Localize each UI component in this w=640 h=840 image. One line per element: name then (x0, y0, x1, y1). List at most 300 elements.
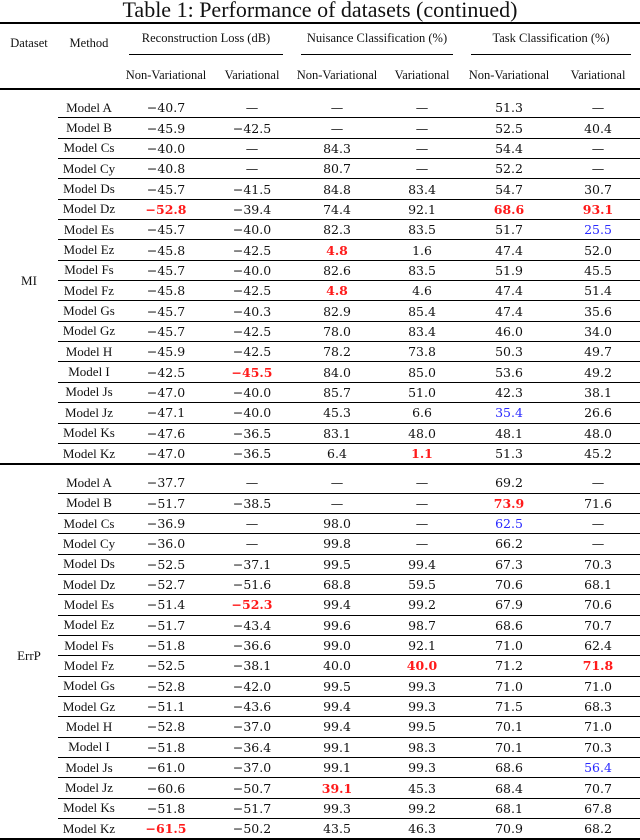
value-cell: 70.3 (556, 737, 640, 757)
method-cell: Model Fs (58, 260, 120, 280)
value-cell: −52.3 (212, 595, 292, 615)
method-cell: Model H (58, 717, 120, 737)
value-cell: 99.1 (292, 737, 382, 757)
subheader: Variational (224, 67, 280, 82)
value-cell: 48.0 (556, 423, 640, 443)
table-row (0, 321, 640, 341)
table-row (0, 696, 640, 716)
table-row (0, 798, 640, 818)
header-nuisance-classification (292, 23, 462, 62)
value-cell: 93.1 (556, 199, 640, 219)
value-cell: 39.1 (292, 778, 382, 798)
method-cell: Model Es (58, 595, 120, 615)
value-cell: 70.9 (462, 819, 556, 840)
method-cell: Model Ds (58, 179, 120, 199)
value-cell: — (382, 118, 462, 138)
method-cell: Model Es (58, 220, 120, 240)
value-cell: 99.2 (382, 595, 462, 615)
table-row (0, 98, 640, 118)
value-cell: 62.5 (462, 513, 556, 533)
subheader: Non-Variational (125, 67, 207, 82)
value-cell: 99.6 (292, 615, 382, 635)
value-cell: — (556, 513, 640, 533)
dataset-label: MI (0, 98, 58, 464)
method-cell: Model I (58, 737, 120, 757)
value-cell: 70.6 (462, 574, 556, 594)
value-cell: 98.7 (382, 615, 462, 635)
dataset-label: ErrP (0, 473, 58, 839)
value-cell: 68.6 (462, 199, 556, 219)
value-cell: 38.1 (556, 382, 640, 402)
value-cell: −47.6 (120, 423, 212, 443)
value-cell: −36.4 (212, 737, 292, 757)
value-cell: −51.7 (212, 798, 292, 818)
value-cell: 82.9 (292, 301, 382, 321)
value-cell: 68.1 (462, 798, 556, 818)
table-row (0, 199, 640, 219)
value-cell: 51.3 (462, 443, 556, 464)
subheader: Non-Variational (296, 67, 378, 82)
value-cell: — (591, 475, 605, 491)
method-cell: Model B (58, 118, 120, 138)
header-empty (0, 62, 58, 89)
method-cell: Model I (58, 362, 120, 382)
method-cell: Model Cy (58, 534, 120, 554)
value-cell: −45.8 (120, 281, 212, 301)
value-cell: 83.4 (382, 179, 462, 199)
value-cell: 49.2 (556, 362, 640, 382)
value-cell: 45.3 (382, 778, 462, 798)
table-row (0, 758, 640, 778)
table-row (0, 819, 640, 840)
value-cell: −60.6 (120, 778, 212, 798)
value-cell: 48.0 (382, 423, 462, 443)
table-row (0, 443, 640, 464)
value-cell: 47.4 (462, 281, 556, 301)
method-cell: Model Gz (58, 696, 120, 716)
value-cell: −40.0 (120, 138, 212, 158)
value-cell: −45.7 (120, 179, 212, 199)
value-cell: −51.8 (120, 635, 212, 655)
method-cell: Model Jz (58, 403, 120, 423)
value-cell: −50.7 (212, 778, 292, 798)
value-cell: 43.5 (292, 819, 382, 840)
value-cell: −52.8 (120, 199, 212, 219)
value-cell: 78.0 (292, 321, 382, 341)
value-cell: 68.1 (556, 574, 640, 594)
value-cell: −36.9 (120, 513, 212, 533)
group-spacer (0, 89, 640, 98)
value-cell: −40.0 (212, 403, 292, 423)
table-row (0, 220, 640, 240)
performance-table (0, 22, 640, 840)
value-cell: 52.0 (556, 240, 640, 260)
subheader: Non-Variational (468, 67, 550, 82)
value-cell: — (556, 534, 640, 554)
value-cell: 6.4 (292, 443, 382, 464)
value-cell: 73.9 (462, 493, 556, 513)
value-cell: −37.0 (212, 717, 292, 737)
table-row (0, 403, 640, 423)
value-cell: 99.4 (292, 595, 382, 615)
value-cell: 71.5 (462, 696, 556, 716)
value-cell: — (212, 513, 292, 533)
value-cell: 25.5 (556, 220, 640, 240)
method-cell: Model Kz (58, 443, 120, 464)
method-cell: Model Fz (58, 281, 120, 301)
value-cell: −51.7 (120, 615, 212, 635)
value-cell: −47.0 (120, 443, 212, 464)
method-cell: Model B (58, 493, 120, 513)
value-cell: 99.8 (292, 534, 382, 554)
method-cell: Model Cs (58, 138, 120, 158)
value-cell: — (212, 159, 292, 179)
table-row (0, 737, 640, 757)
value-cell: −45.7 (120, 301, 212, 321)
value-cell: 1.6 (382, 240, 462, 260)
value-cell: 59.5 (382, 574, 462, 594)
table-row (0, 281, 640, 301)
value-cell: 69.2 (495, 475, 523, 491)
value-cell: −50.2 (212, 819, 292, 840)
value-cell: 99.4 (292, 696, 382, 716)
header-group-label: Nuisance Classification (%) (301, 31, 453, 55)
value-cell: −43.6 (212, 696, 292, 716)
value-cell: −40.3 (212, 301, 292, 321)
value-cell: — (382, 493, 462, 513)
value-cell: −38.5 (212, 493, 292, 513)
table-row (0, 595, 640, 615)
value-cell: −51.4 (120, 595, 212, 615)
value-cell: 99.5 (292, 554, 382, 574)
value-cell: 45.2 (556, 443, 640, 464)
value-cell: 35.4 (462, 403, 556, 423)
value-cell: 83.1 (292, 423, 382, 443)
table-row (0, 574, 640, 594)
value-cell: 71.2 (462, 656, 556, 676)
value-cell: — (382, 138, 462, 158)
value-cell: −51.8 (120, 798, 212, 818)
value-cell: 67.9 (462, 595, 556, 615)
method-cell: Model Gs (58, 301, 120, 321)
value-cell: 46.0 (462, 321, 556, 341)
value-cell: 46.3 (382, 819, 462, 840)
value-cell: −45.7 (120, 220, 212, 240)
method-cell: Model Js (58, 382, 120, 402)
value-cell: 35.6 (556, 301, 640, 321)
value-cell: 85.0 (382, 362, 462, 382)
value-cell: 40.4 (556, 118, 640, 138)
value-cell: −52.5 (120, 656, 212, 676)
value-cell: −42.5 (120, 362, 212, 382)
value-cell: −45.7 (120, 321, 212, 341)
value-cell: 56.4 (556, 758, 640, 778)
table-body (0, 89, 640, 839)
value-cell: −37.1 (212, 554, 292, 574)
value-cell: — (415, 100, 429, 116)
method-cell: Model Ks (58, 423, 120, 443)
table-row (0, 717, 640, 737)
value-cell: 68.8 (292, 574, 382, 594)
header-task-classification (462, 23, 640, 62)
value-cell: −42.5 (212, 118, 292, 138)
value-cell: −52.5 (120, 554, 212, 574)
value-cell: −52.8 (120, 676, 212, 696)
value-cell: 51.7 (462, 220, 556, 240)
value-cell: — (292, 118, 382, 138)
table-row (0, 534, 640, 554)
table-row (0, 615, 640, 635)
value-cell: 40.0 (382, 656, 462, 676)
value-cell: 62.4 (556, 635, 640, 655)
value-cell: 73.8 (382, 342, 462, 362)
value-cell: −38.1 (212, 656, 292, 676)
value-cell: 6.6 (382, 403, 462, 423)
value-cell: — (245, 100, 259, 116)
header-reconstruction-loss (120, 23, 292, 62)
method-cell: Model Dz (58, 199, 120, 219)
method-cell: Model Js (58, 758, 120, 778)
value-cell: 98.0 (292, 513, 382, 533)
value-cell: −40.0 (212, 260, 292, 280)
value-cell: 82.6 (292, 260, 382, 280)
value-cell: −40.0 (212, 220, 292, 240)
value-cell: 99.3 (382, 758, 462, 778)
value-cell: −51.7 (120, 493, 212, 513)
value-cell: 68.3 (556, 696, 640, 716)
value-cell: 68.4 (462, 778, 556, 798)
table-row (0, 493, 640, 513)
value-cell: 70.3 (556, 554, 640, 574)
value-cell: — (382, 159, 462, 179)
value-cell: 45.5 (556, 260, 640, 280)
method-cell: Model Fz (58, 656, 120, 676)
value-cell: −40.0 (212, 382, 292, 402)
value-cell: 78.2 (292, 342, 382, 362)
value-cell: −43.4 (212, 615, 292, 635)
value-cell: 50.3 (462, 342, 556, 362)
value-cell: 51.9 (462, 260, 556, 280)
value-cell: 51.0 (382, 382, 462, 402)
value-cell: −47.1 (120, 403, 212, 423)
method-cell: Model Ez (58, 240, 120, 260)
value-cell: — (591, 100, 605, 116)
value-cell: −45.5 (212, 362, 292, 382)
group-spacer (0, 464, 640, 473)
table-row (0, 179, 640, 199)
value-cell: −45.8 (120, 240, 212, 260)
value-cell: 51.3 (495, 100, 523, 116)
method-cell: Model H (58, 342, 120, 362)
table-row (0, 778, 640, 798)
table-row (0, 118, 640, 138)
value-cell: −37.7 (146, 475, 186, 491)
value-cell: −45.7 (120, 260, 212, 280)
value-cell: 30.7 (556, 179, 640, 199)
value-cell: — (382, 534, 462, 554)
value-cell: 54.4 (462, 138, 556, 158)
value-cell: 47.4 (462, 301, 556, 321)
value-cell: 71.0 (462, 676, 556, 696)
value-cell: 67.8 (556, 798, 640, 818)
method-cell: Model A (66, 99, 112, 115)
method-cell: Model Ez (58, 615, 120, 635)
method-cell: Model Gs (58, 676, 120, 696)
value-cell: 67.3 (462, 554, 556, 574)
value-cell: — (556, 159, 640, 179)
value-cell: 83.5 (382, 260, 462, 280)
value-cell: 99.5 (382, 717, 462, 737)
value-cell: 99.4 (292, 717, 382, 737)
value-cell: — (330, 475, 344, 491)
value-cell: −42.0 (212, 676, 292, 696)
value-cell: 40.0 (292, 656, 382, 676)
value-cell: 68.6 (462, 758, 556, 778)
value-cell: 26.6 (556, 403, 640, 423)
value-cell: 70.6 (556, 595, 640, 615)
subheader: Variational (570, 67, 626, 82)
table-row (0, 656, 640, 676)
value-cell: 49.7 (556, 342, 640, 362)
value-cell: 83.5 (382, 220, 462, 240)
value-cell: 52.5 (462, 118, 556, 138)
value-cell: −36.0 (120, 534, 212, 554)
table-row (0, 513, 640, 533)
table-row (0, 362, 640, 382)
value-cell: −40.8 (120, 159, 212, 179)
method-cell: Model Kz (58, 819, 120, 840)
value-cell: 92.1 (382, 635, 462, 655)
value-cell: — (382, 513, 462, 533)
value-cell: −42.5 (212, 342, 292, 362)
method-cell: Model Cy (58, 159, 120, 179)
value-cell: 99.2 (382, 798, 462, 818)
value-cell: −36.5 (212, 443, 292, 464)
value-cell: 84.3 (292, 138, 382, 158)
value-cell: 71.0 (556, 676, 640, 696)
value-cell: 82.3 (292, 220, 382, 240)
table-row (0, 473, 640, 493)
table-row (0, 676, 640, 696)
value-cell: 4.8 (292, 281, 382, 301)
table-row (0, 301, 640, 321)
value-cell: — (415, 475, 429, 491)
method-cell: Model Gz (58, 321, 120, 341)
value-cell: −36.5 (212, 423, 292, 443)
value-cell: 85.7 (292, 382, 382, 402)
value-cell: 47.4 (462, 240, 556, 260)
method-cell: Model Ds (58, 554, 120, 574)
table-row (0, 382, 640, 402)
value-cell: 70.7 (556, 615, 640, 635)
value-cell: 99.1 (292, 758, 382, 778)
table-caption: Table 1: Performance of datasets (continued) (122, 0, 518, 22)
value-cell: 34.0 (556, 321, 640, 341)
value-cell: 48.1 (462, 423, 556, 443)
header-empty (58, 62, 120, 89)
value-cell: — (212, 534, 292, 554)
value-cell: −36.6 (212, 635, 292, 655)
value-cell: 71.0 (556, 717, 640, 737)
value-cell: 53.6 (462, 362, 556, 382)
value-cell: −41.5 (212, 179, 292, 199)
value-cell: — (556, 138, 640, 158)
value-cell: −51.6 (212, 574, 292, 594)
method-cell: Model Fs (58, 635, 120, 655)
method-cell: Model Jz (58, 778, 120, 798)
method-cell: Model A (66, 474, 112, 490)
value-cell: 45.3 (292, 403, 382, 423)
value-cell: 84.8 (292, 179, 382, 199)
header-group-label: Reconstruction Loss (dB) (129, 31, 283, 55)
value-cell: −61.0 (120, 758, 212, 778)
value-cell: −42.5 (212, 240, 292, 260)
value-cell: — (212, 138, 292, 158)
value-cell: −45.9 (120, 118, 212, 138)
header-group-label: Task Classification (%) (471, 31, 631, 55)
value-cell: 85.4 (382, 301, 462, 321)
method-cell: Model Cs (58, 513, 120, 533)
value-cell: 71.6 (556, 493, 640, 513)
value-cell: 68.2 (556, 819, 640, 840)
value-cell: 4.6 (382, 281, 462, 301)
value-cell: 51.4 (556, 281, 640, 301)
value-cell: 42.3 (462, 382, 556, 402)
value-cell: 99.3 (382, 696, 462, 716)
value-cell: −39.4 (212, 199, 292, 219)
value-cell: −61.5 (120, 819, 212, 840)
header-dataset: Dataset (10, 35, 48, 50)
table-row (0, 635, 640, 655)
table-row (0, 260, 640, 280)
table-row (0, 423, 640, 443)
value-cell: 1.1 (382, 443, 462, 464)
value-cell: −37.0 (212, 758, 292, 778)
value-cell: 70.1 (462, 737, 556, 757)
value-cell: — (330, 100, 344, 116)
value-cell: −42.5 (212, 281, 292, 301)
value-cell: −40.7 (146, 100, 186, 116)
value-cell: 70.1 (462, 717, 556, 737)
value-cell: −42.5 (212, 321, 292, 341)
header-method: Method (69, 35, 109, 50)
value-cell: 71.8 (556, 656, 640, 676)
table-row (0, 138, 640, 158)
table-row (0, 554, 640, 574)
value-cell: 99.0 (292, 635, 382, 655)
method-cell: Model Ks (58, 798, 120, 818)
value-cell: 99.5 (292, 676, 382, 696)
value-cell: −45.9 (120, 342, 212, 362)
value-cell: 68.6 (462, 615, 556, 635)
value-cell: 4.8 (292, 240, 382, 260)
value-cell: 99.3 (292, 798, 382, 818)
subheader: Variational (394, 67, 450, 82)
value-cell: 99.3 (382, 676, 462, 696)
value-cell: 98.3 (382, 737, 462, 757)
value-cell: −47.0 (120, 382, 212, 402)
value-cell: 99.4 (382, 554, 462, 574)
value-cell: 83.4 (382, 321, 462, 341)
value-cell: −51.8 (120, 737, 212, 757)
value-cell: 92.1 (382, 199, 462, 219)
value-cell: 74.4 (292, 199, 382, 219)
table-row (0, 342, 640, 362)
value-cell: 70.7 (556, 778, 640, 798)
value-cell: 80.7 (292, 159, 382, 179)
value-cell: 66.2 (462, 534, 556, 554)
table-row (0, 159, 640, 179)
